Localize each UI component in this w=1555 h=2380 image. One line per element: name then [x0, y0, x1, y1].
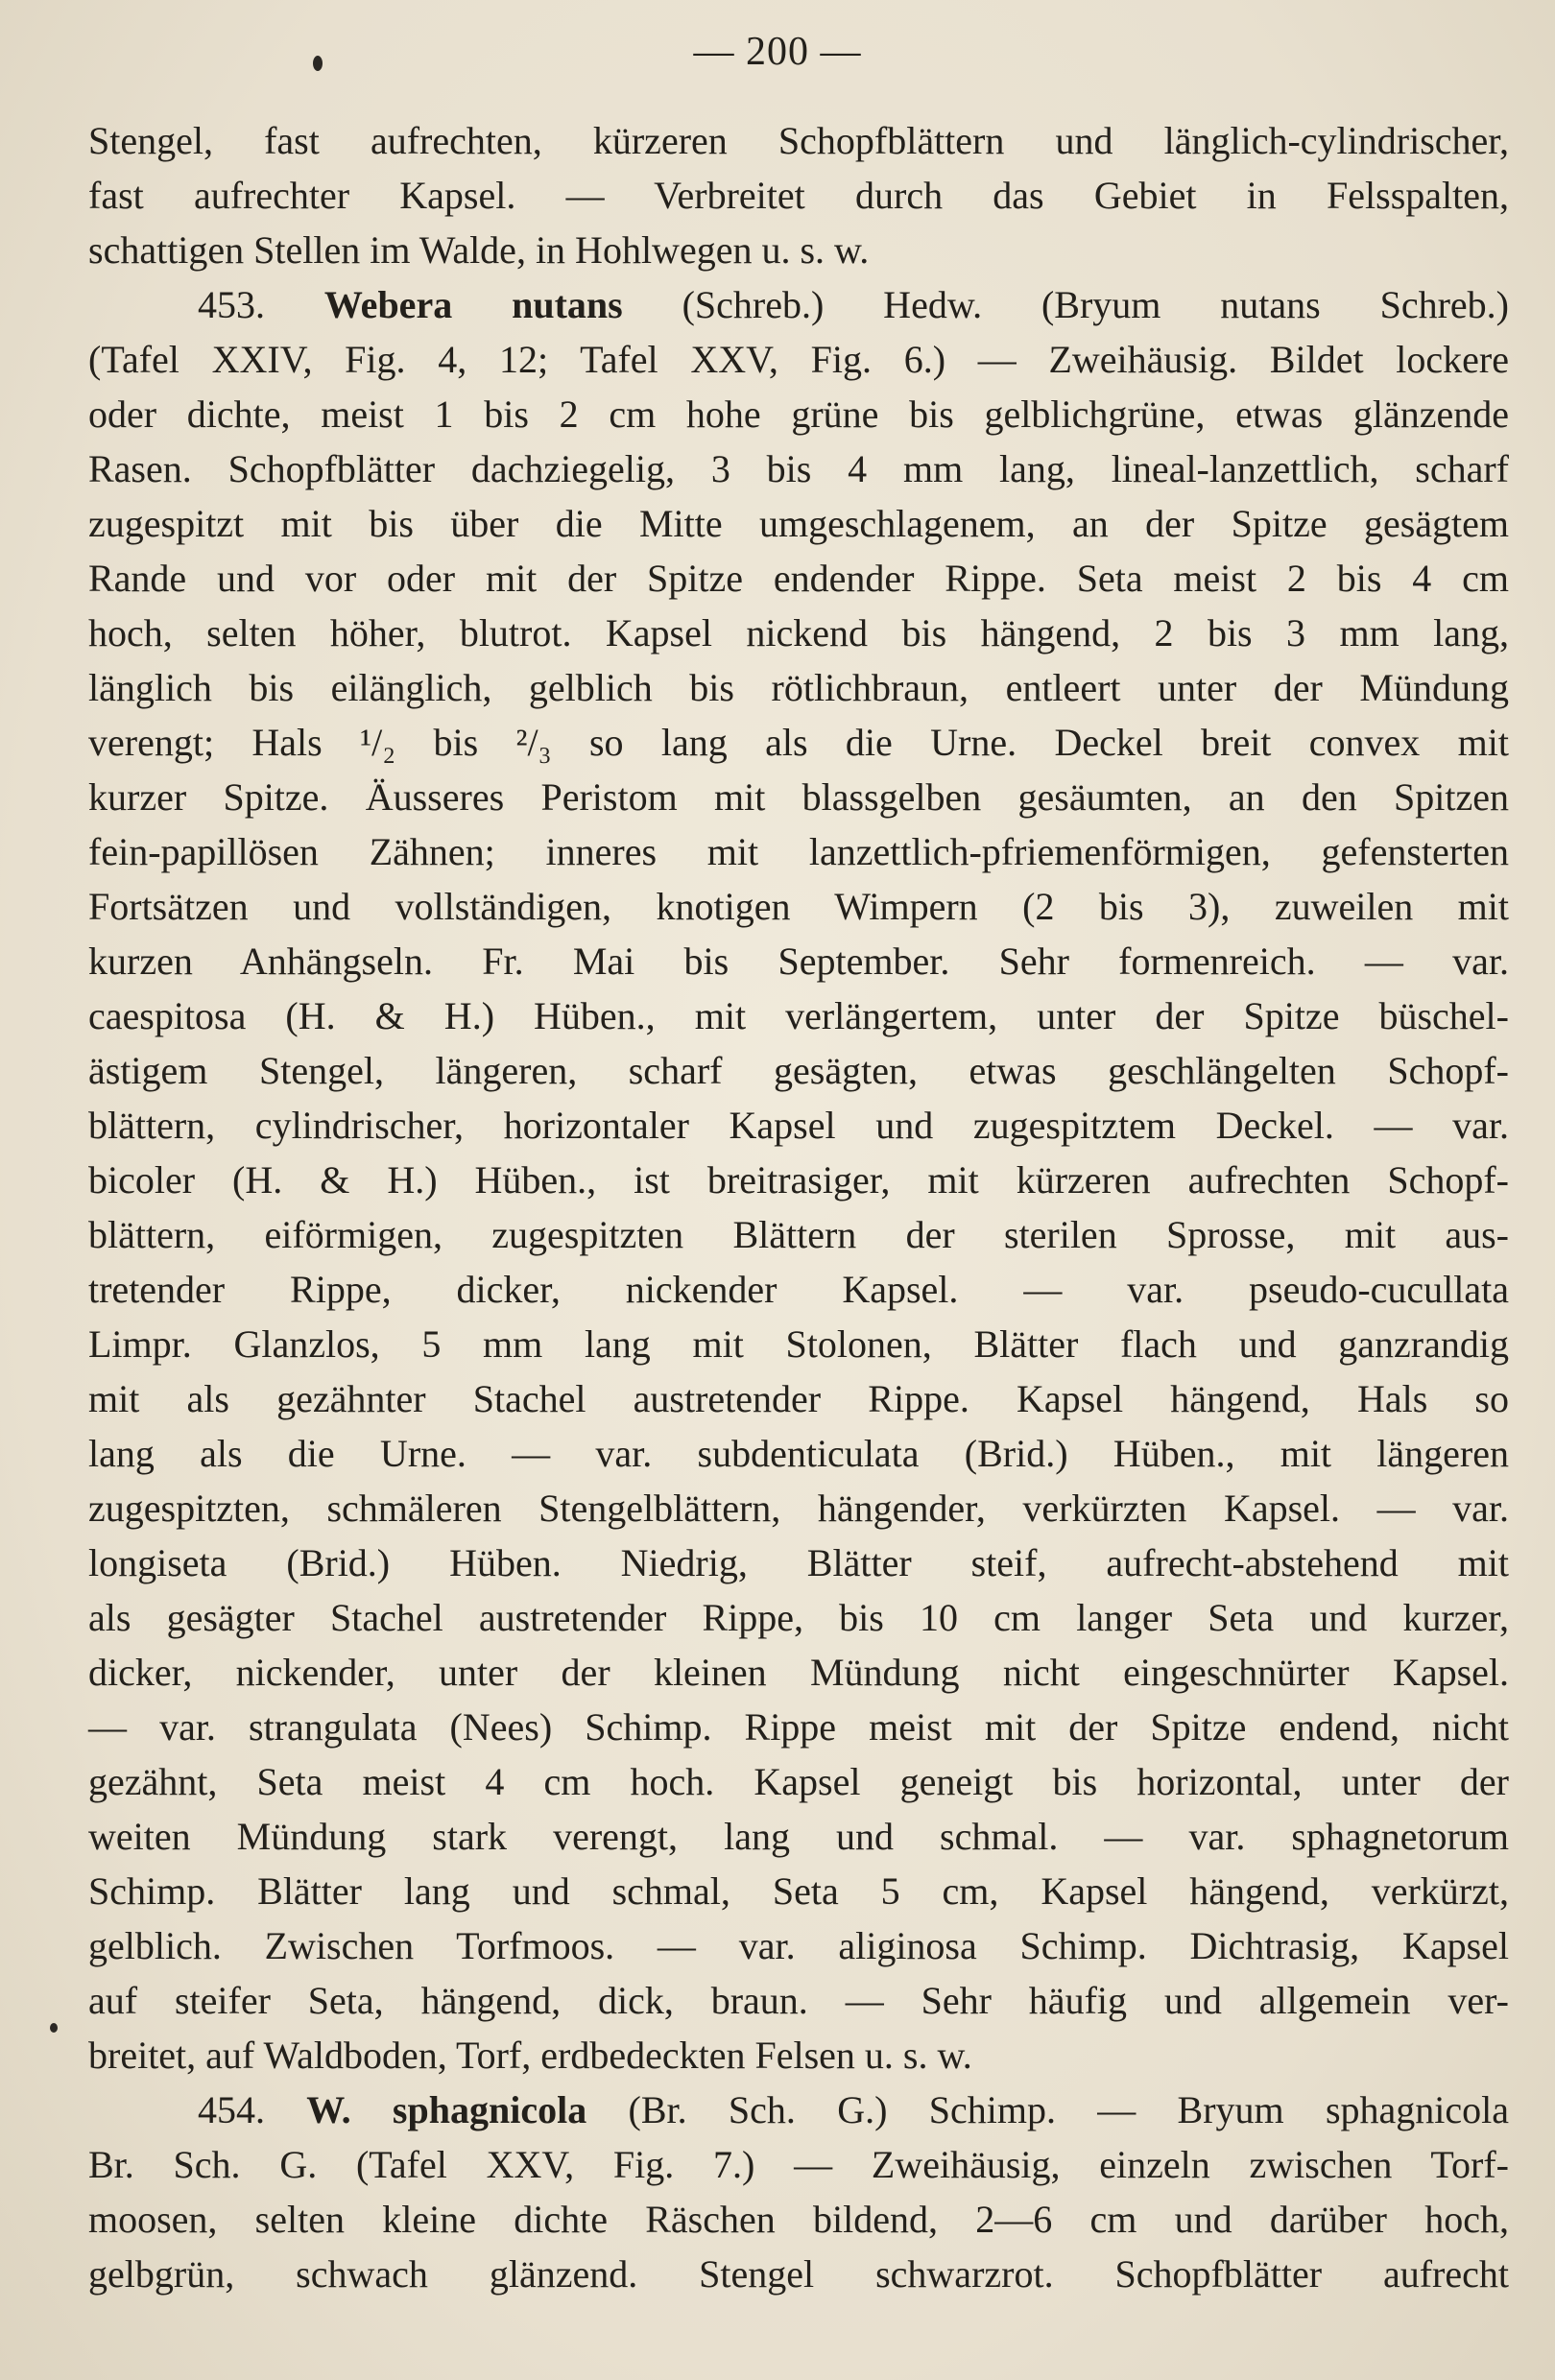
species-number: 454.: [198, 2088, 307, 2131]
text-line: schattigen Stellen im Walde, in Hohlwegen u. s. w.: [88, 228, 870, 272]
text-line: Rasen. Schopfblätter dachziegelig, 3 bis 4 mm lang, lineal-lanzettlich, scharf: [88, 447, 1509, 490]
text-line: als gesägter Stachel austretender Rippe, bis 10 cm langer Seta und kurzer,: [88, 1596, 1509, 1639]
text-line: gelblich. Zwischen Torfmoos. — var. aliginosa Schimp. Dichtrasig, Kapsel: [88, 1924, 1509, 1967]
text-line: breitet, auf Waldboden, Torf, erdbedeckten Felsen u. s. w.: [88, 2034, 972, 2077]
text-line: (Tafel XXIV, Fig. 4, 12; Tafel XXV, Fig. 6.) — Zweihäusig. Bildet lockere: [88, 338, 1509, 381]
text-line: hoch, selten höher, blutrot. Kapsel nickend bis hängend, 2 bis 3 mm lang,: [88, 611, 1509, 654]
text-line: tretender Rippe, dicker, nickender Kapsel. — var. pseudo-cucullata: [88, 1268, 1509, 1311]
text-line: blättern, eiförmigen, zugespitzten Blättern der sterilen Sprosse, mit aus-: [88, 1213, 1509, 1256]
text-line: Stengel, fast aufrechten, kürzeren Schopfblättern und länglich-cylindrischer,: [88, 119, 1509, 162]
text-line: gelbgrün, schwach glänzend. Stengel schwarzrot. Schopfblätter aufrecht: [88, 2252, 1509, 2296]
species-name: W. sphagnicola: [306, 2088, 587, 2131]
species-authority: (Br. Sch. G.) Schimp. — Bryum sphagnicola: [586, 2088, 1509, 2131]
text-line: caespitosa (H. & H.) Hüben., mit verlängertem, unter der Spitze büschel-: [88, 994, 1509, 1037]
text-line: auf steifer Seta, hängend, dick, braun. — Sehr häufig und allgemein ver-: [88, 1979, 1509, 2022]
page-number: — 200 —: [693, 30, 862, 74]
text-line: Schimp. Blätter lang und schmal, Seta 5 cm, Kapsel hängend, verkürzt,: [88, 1869, 1509, 1913]
text-line: gezähnt, Seta meist 4 cm hoch. Kapsel geneigt bis horizontal, unter der: [88, 1760, 1509, 1803]
text-line: verengt; Hals ¹/₂ bis ²/₃ so lang als die Urne. Deckel breit convex mit: [88, 721, 1509, 764]
text-line: blättern, cylindrischer, horizontaler Kapsel und zugespitztem Deckel. — var.: [88, 1104, 1509, 1147]
text-line: Br. Sch. G. (Tafel XXV, Fig. 7.) — Zweihäusig, einzeln zwischen Torf-: [88, 2143, 1509, 2186]
text-line: ästigem Stengel, längeren, scharf gesägten, etwas geschlängelten Schopf-: [88, 1049, 1509, 1092]
text-line: Limpr. Glanzlos, 5 mm lang mit Stolonen, Blätter flach und ganzrandig: [88, 1322, 1509, 1366]
species-name: Webera nutans: [323, 283, 623, 326]
text-line: longiseta (Brid.) Hüben. Niedrig, Blätter steif, aufrecht-abstehend mit: [88, 1541, 1509, 1584]
text-line: oder dichte, meist 1 bis 2 cm hohe grüne bis gelblichgrüne, etwas glänzende: [88, 393, 1509, 436]
text-line: weiten Mündung stark verengt, lang und schmal. — var. sphagnetorum: [88, 1815, 1509, 1858]
text-line: dicker, nickender, unter der kleinen Mündung nicht eingeschnürter Kapsel.: [88, 1651, 1509, 1694]
text-line: lang als die Urne. — var. subdenticulata (Brid.) Hüben., mit längeren: [88, 1432, 1509, 1475]
text-line: mit als gezähnter Stachel austretender Rippe. Kapsel hängend, Hals so: [88, 1377, 1509, 1420]
text-line: kurzer Spitze. Äusseres Peristom mit blassgelben gesäumten, an den Spitzen: [88, 775, 1509, 819]
text-line: zugespitzt mit bis über die Mitte umgeschlagenem, an der Spitze gesägtem: [88, 502, 1509, 545]
text-line: kurzen Anhängseln. Fr. Mai bis September. Sehr formenreich. — var.: [88, 940, 1509, 983]
text-line: — var. strangulata (Nees) Schimp. Rippe meist mit der Spitze endend, nicht: [88, 1705, 1509, 1749]
text-line: moosen, selten kleine dichte Räschen bildend, 2—6 cm und darüber hoch,: [88, 2198, 1509, 2241]
text-line: fast aufrechter Kapsel. — Verbreitet durch das Gebiet in Felsspalten,: [88, 174, 1509, 217]
text-line: bicoler (H. & H.) Hüben., ist breitrasiger, mit kürzeren aufrechten Schopf-: [88, 1158, 1509, 1202]
species-authority: (Schreb.) Hedw. (Bryum nutans Schreb.): [622, 283, 1510, 326]
ink-spot: [50, 2023, 58, 2033]
text-line: fein-papillösen Zähnen; inneres mit lanzettlich-pfriemenförmigen, gefensterten: [88, 830, 1509, 873]
text-line: [88, 277, 1509, 332]
text-line: Rande und vor oder mit der Spitze endender Rippe. Seta meist 2 bis 4 cm: [88, 557, 1509, 600]
text-line: länglich bis eilänglich, gelblich bis rötlichbraun, entleert unter der Mündung: [88, 666, 1509, 709]
text-line: Fortsätzen und vollständigen, knotigen Wimpern (2 bis 3), zuweilen mit: [88, 885, 1509, 928]
text-line: [88, 2082, 1509, 2137]
species-number: 453.: [198, 283, 324, 326]
text-line: zugespitzten, schmäleren Stengelblättern, hängender, verkürzten Kapsel. — var.: [88, 1487, 1509, 1530]
text-body: [88, 113, 1509, 2301]
